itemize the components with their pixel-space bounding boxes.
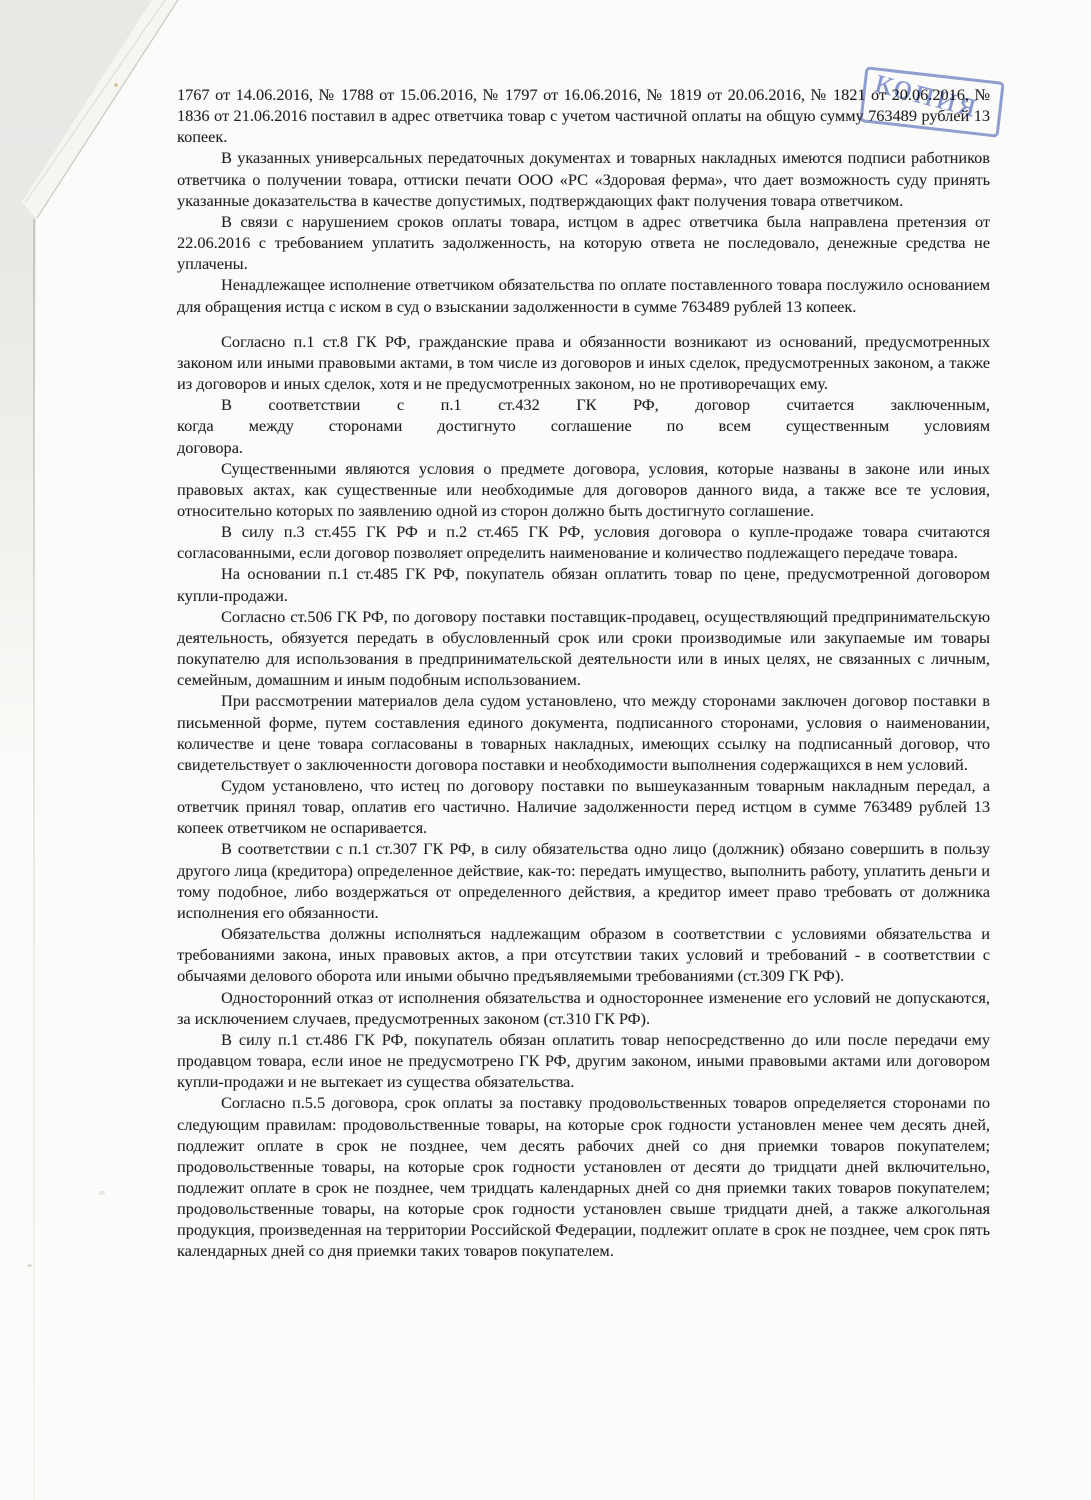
paragraph: В силу п.3 ст.455 ГК РФ и п.2 ст.465 ГК РФ, условия договора о купле-продаже товара считаются согласованными, если договор позволяет определить наименование и количество подлежащего передаче товара. bbox=[177, 522, 990, 563]
paragraph: Согласно п.1 ст.8 ГК РФ, гражданские права и обязанности возникают из оснований, предусмотренных законом или иными правовыми актами, в том числе из договоров и иных сделок, предусмотренных законом, а также из договоров и иных сделок, хотя и не предусмотренных законом, но не противоречащих ему. bbox=[177, 331, 990, 394]
scan-speck bbox=[99, 1191, 105, 1195]
paragraph: В связи с нарушением сроков оплаты товара, истцом в адрес ответчика была направлена претензия от 22.06.2016 с требованием уплатить задолженность, на которую ответа не последовало, денежные средства не уплачены. bbox=[177, 211, 990, 274]
paragraph: 1767 от 14.06.2016, № 1788 от 15.06.2016, № 1797 от 16.06.2016, № 1819 от 20.06.2016, № 1821 от 20.06.2016, № 1836 от 21.06.2016 поставил в адрес ответчика товар с учетом частичной оплаты на общую сумму 763489 рублей 13 копеек. bbox=[177, 85, 990, 147]
paragraph: При рассмотрении материалов дела судом установлено, что между сторонами заключен договор поставки в письменной форме, путем составления единого документа, подписанного сторонами, условия о наименовании, количестве и цене товара согласованы в товарных накладных, имеющих ссылку на подписанный договор, что свидетельствует о заключенности договора поставки и необходимости выполнения содержащихся в нем условий. bbox=[177, 691, 990, 774]
paragraph: В силу п.1 ст.486 ГК РФ, покупатель обязан оплатить товар непосредственно до или после передачи ему продавцом товара, если иное не предусмотрено ГК РФ, другим законом, иными правовыми актами или договором купли-продажи и не вытекает из существа обязательства. bbox=[177, 1029, 990, 1092]
scan-speck bbox=[114, 83, 118, 87]
paragraph: В соответствии с п.1 ст.432 ГК РФ, договор считается заключенным, когда между сторонами достигнуто соглашение по всем существенным условиям договора. bbox=[177, 395, 990, 457]
copy-stamp-label: копия bbox=[870, 60, 985, 127]
scan-speck bbox=[27, 1264, 32, 1267]
paragraph: Обязательства должны исполняться надлежащим образом в соответствии с условиями обязательства и требованиями закона, иных правовых актов, а при отсутствии таких условий и требований - в соответствии с обычаями делового оборота или иными обычно предъявляемыми требованиями (ст.309 ГК РФ). bbox=[177, 924, 990, 986]
paragraph: Ненадлежащее исполнение ответчиком обязательства по оплате поставленного товара послужило основанием для обращения истца с иском в суд о взыскании задолженности в сумме 763489 рублей 13 копеек. bbox=[177, 275, 990, 316]
paragraph: В указанных универсальных передаточных документах и товарных накладных имеются подписи работников ответчика о получении товара, оттиски печати ООО «РС «Здоровая ферма», что дает возможность суду принять указанные доказательства в качестве допустимых, подтверждающих факт получения товара ответчиком. bbox=[177, 148, 990, 210]
paper-edge-line bbox=[33, 219, 35, 1500]
paragraph: В соответствии с п.1 ст.307 ГК РФ, в силу обязательства одно лицо (должник) обязано совершить в пользу другого лица (кредитора) определенное действие, как-то: передать имущество, выполнить работу, уплатить деньги и тому подобное, либо воздержаться от определенного действия, а кредитор имеет право требовать от должника исполнения его обязанности. bbox=[177, 839, 990, 922]
paragraph: Односторонний отказ от исполнения обязательства и одностороннее изменение его условий не допускаются, за исключением случаев, предусмотренных законом (ст.310 ГК РФ). bbox=[177, 987, 990, 1028]
paragraph: Согласно п.5.5 договора, срок оплаты за поставку продовольственных товаров определяется сторонами по следующим правилам: продовольственные товары, на которые срок годности установлен менее чем десять дней, подлежит оплате в срок не позднее, чем десять рабочих дней со дня приемки товаров покупателем; продовольственные товары, на которые срок годности установлен от десяти до тридцати дней включительно, подлежит оплате в срок не позднее, чем тридцать календарных дней со дня приемки таких товаров покупателем; продовольственные товары, на которые срок годности установлен свыше тридцати дней, а также алкогольная продукция, произведенная на территории Российской Федерации, подлежит оплате в срок не позднее, чем срок пять календарных дней со дня приемки таких товаров покупателем. bbox=[177, 1093, 990, 1261]
paragraph: Согласно ст.506 ГК РФ, по договору поставки поставщик-продавец, осуществляющий предпринимательскую деятельность, обязуется передать в обусловленный срок или сроки производимые или закупаемые им товары покупателю для использования в предпринимательской деятельности или в иных целях, не связанных с личным, семейным, домашним и иным подобным использованием. bbox=[177, 606, 990, 690]
document-body bbox=[177, 84, 990, 1262]
paragraph: Существенными являются условия о предмете договора, условия, которые названы в законе или иных правовых актах, как существенные или необходимые для договоров данного вида, а также все те условия, относительно которых по заявлению одной из сторон должно быть достигнуто соглашение. bbox=[177, 458, 990, 520]
paragraph: На основании п.1 ст.485 ГК РФ, покупатель обязан оплатить товар по цене, предусмотренной договором купли-продажи. bbox=[177, 564, 990, 605]
paragraph: Судом установлено, что истец по договору поставки по вышеуказанным товарным накладным передал, а ответчик принял товар, оплатив его частично. Наличие задолженности перед истцом в сумме 763489 рублей 13 копеек ответчиком не оспаривается. bbox=[177, 776, 990, 838]
